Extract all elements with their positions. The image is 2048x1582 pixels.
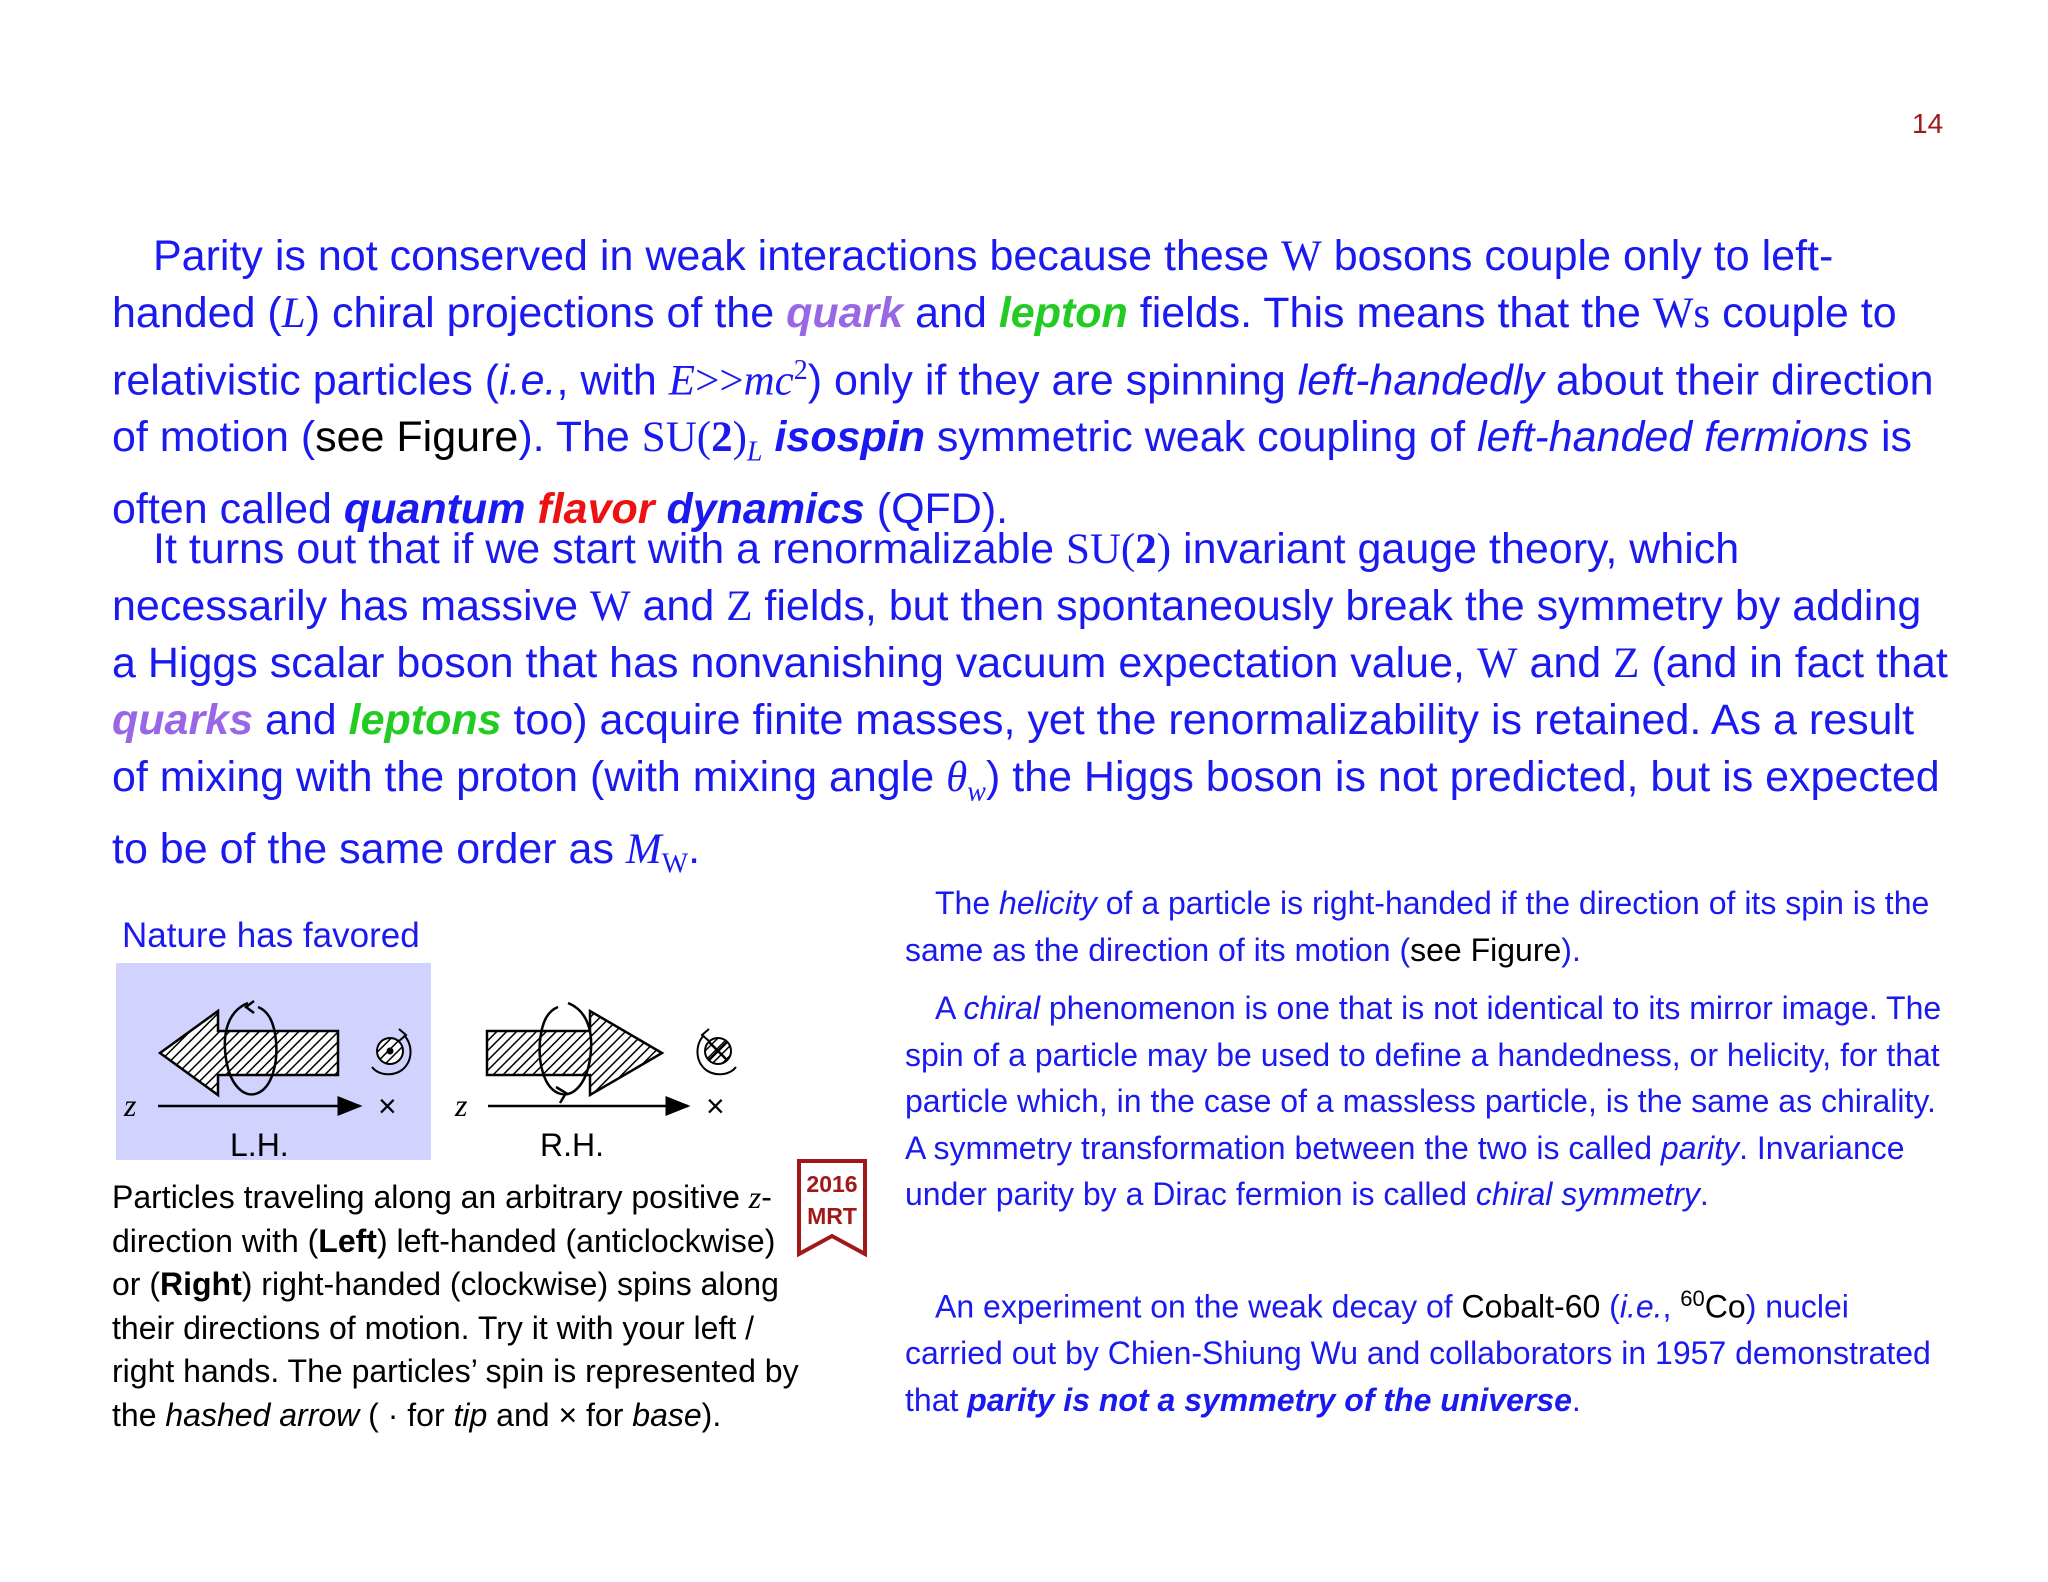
base-cross-icon — [697, 1029, 736, 1074]
lh-label: L.H. — [230, 1127, 289, 1163]
figure-caption-nature: Nature has favored — [122, 916, 420, 955]
tip-dot-icon — [372, 1029, 411, 1074]
paragraph-chiral: A chiral phenomenon is one that is not identical to its mirror image. The spin of a particle may be used to define a handedness, or helicity, for that particle which, in the case of a massless particle, is the same as chirality. A symmetry transformation between the two is called parity. Invariance under parity by a Dirac fermion is called chiral symmetry. — [905, 990, 1942, 1212]
paragraph-parity: Parity is not conserved in weak interactions because these W bosons couple only to left-handed (L) chiral projections of the quark and lepton fields. This means that the Ws couple to relativistic particles (i.e., with $E>>mc^2$) only if they are spinning left-handedly about their direction of motion (see Figure). The $SU(2)_L$ isospin symmetric weak coupling of left-handed fermions is often called quantum flavor dynamics (QFD). — [112, 232, 1934, 533]
badge-initials: MRT — [807, 1203, 857, 1229]
quarks-term: quarks — [112, 696, 254, 744]
rh-z-label: z — [455, 1087, 468, 1123]
quark-term: quark — [786, 289, 904, 337]
leptons-term: leptons — [348, 696, 502, 744]
flavor-term: flavor — [537, 484, 655, 533]
paragraph-helicity: The helicity of a particle is right-handed if the direction of its spin is the same as the direction of its motion (see Figure). — [905, 885, 1930, 968]
badge-year: 2016 — [806, 1171, 858, 1197]
rh-cross-mark: × — [706, 1088, 725, 1124]
rh-label: R.H. — [540, 1127, 604, 1163]
paragraph-cobalt-experiment: An experiment on the weak decay of Cobalt-60 (i.e., $^{60}$Co) nuclei carried out by Chien-Shiung Wu and collaborators in 1957 demonstrated that parity is not a symmetry of the universe. — [905, 1286, 1931, 1418]
lepton-term: lepton — [998, 289, 1128, 337]
paragraph-higgs: It turns out that if we start with a renormalizable SU(2) invariant gauge theory, which necessarily has massive W and Z fields, but then spontaneously break the symmetry by adding a Higgs scalar boson that has nonvanishing vacuum expectation value, W and Z (and in fact that quarks and leptons too) acquire finite masses, yet the renormalizability is retained. As a result of mixing with the proton (with mixing angle $\theta_w$) the Higgs boson is not predicted, but is expected to be of the same order as $M_W$. — [112, 525, 1948, 880]
page-number: 14 — [1912, 108, 1944, 139]
figure-description: Particles traveling along an arbitrary positive z-direction with (Left) left-handed (anticlockwise) or (Right) right-handed (clockwise) spins along their directions of motion. Try it with your left / right hands. The particles’ spin is represented by the hashed arrow ( · for tip and × for base). — [112, 1179, 799, 1433]
isospin-term: isospin — [774, 413, 925, 462]
helicity-figure — [0, 963, 800, 1163]
rh-spin-arrow — [487, 1011, 662, 1095]
lh-cross-mark: × — [378, 1088, 397, 1124]
lh-z-label: z — [124, 1087, 137, 1123]
parity-conclusion: parity is not a symmetry of the universe — [967, 1381, 1572, 1418]
mrt-badge — [796, 1158, 868, 1258]
lh-spin-arrow — [160, 1011, 338, 1095]
